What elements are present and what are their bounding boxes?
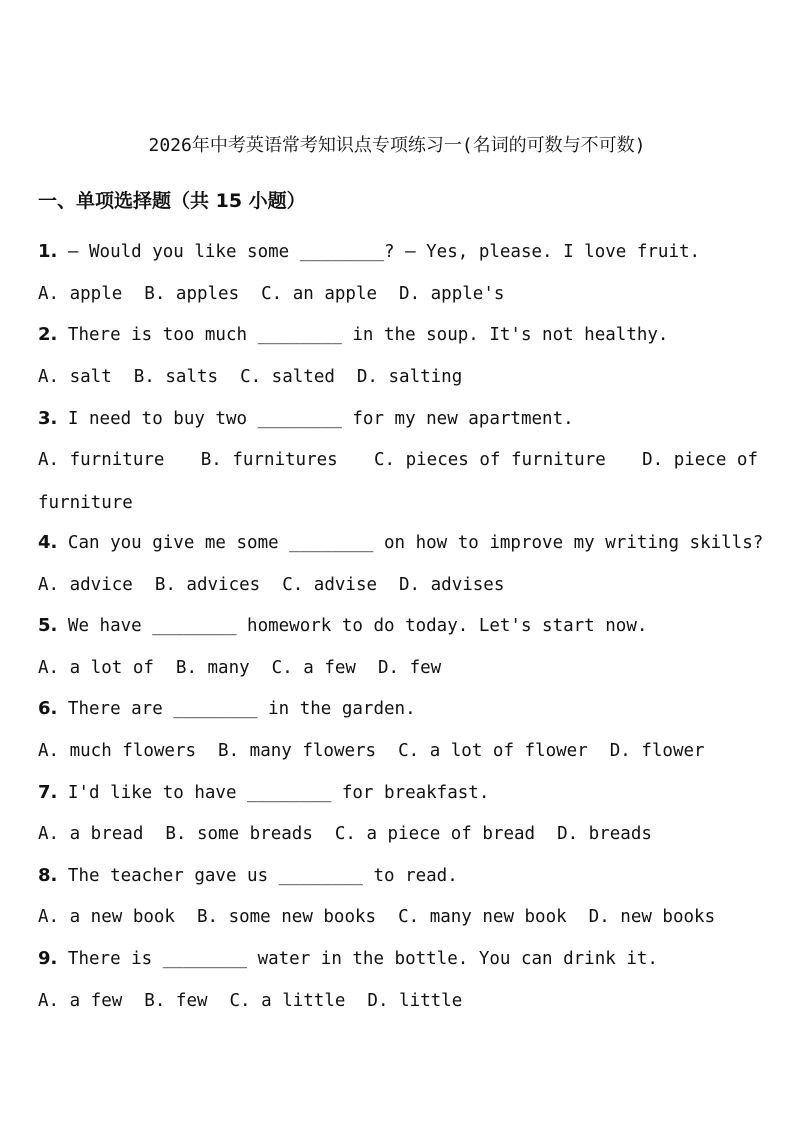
option-d[interactable]: D. few bbox=[377, 658, 442, 678]
question-7-stem bbox=[38, 781, 758, 805]
option-b[interactable]: B. apples bbox=[144, 284, 240, 304]
question-number: 7. bbox=[38, 782, 58, 803]
option-c[interactable]: C. pieces of furniture bbox=[374, 450, 606, 470]
question-text: Can you give me some ________ on how to improve my writing skills? bbox=[67, 533, 764, 553]
option-a[interactable]: A. much flowers bbox=[38, 741, 197, 761]
option-a[interactable]: A. advice bbox=[38, 575, 133, 595]
option-a[interactable]: A. a new book bbox=[38, 907, 175, 927]
question-number: 1. bbox=[38, 241, 58, 262]
option-d[interactable]: D. salting bbox=[356, 367, 463, 387]
question-4-stem bbox=[38, 531, 764, 555]
question-7-options bbox=[38, 822, 758, 846]
question-9-options bbox=[38, 989, 758, 1013]
option-b[interactable]: B. many bbox=[175, 658, 250, 678]
question-number: 8. bbox=[38, 865, 58, 886]
option-b[interactable]: B. furnitures bbox=[200, 450, 338, 470]
option-c[interactable]: C. a few bbox=[271, 658, 356, 678]
question-text: I need to buy two ________ for my new apartment. bbox=[67, 409, 574, 429]
option-a[interactable]: A. a lot of bbox=[38, 658, 154, 678]
option-a[interactable]: A. a few bbox=[38, 991, 123, 1011]
question-8-options bbox=[38, 905, 758, 929]
question-text: The teacher gave us ________ to read. bbox=[67, 866, 458, 886]
option-a[interactable]: A. apple bbox=[38, 284, 123, 304]
question-text: There is ________ water in the bottle. You can drink it. bbox=[67, 949, 658, 969]
question-text: We have ________ homework to do today. Let's start now. bbox=[67, 616, 648, 636]
option-a[interactable]: A. a bread bbox=[38, 824, 144, 844]
option-c[interactable]: C. an apple bbox=[261, 284, 378, 304]
question-3-options-wrap: furniture bbox=[38, 493, 133, 513]
question-text: There is too much ________ in the soup. It's not healthy. bbox=[67, 325, 669, 345]
option-c[interactable]: C. many new book bbox=[398, 907, 567, 927]
question-3-stem bbox=[38, 407, 758, 431]
option-b[interactable]: B. some new books bbox=[196, 907, 377, 927]
question-number: 6. bbox=[38, 698, 58, 719]
question-text: I'd like to have ________ for breakfast. bbox=[67, 783, 490, 803]
option-a[interactable]: A. furniture bbox=[38, 450, 165, 470]
section-heading: 一、单项选择题（共 15 小题） bbox=[38, 190, 306, 212]
option-c[interactable]: C. a piece of bread bbox=[334, 824, 536, 844]
option-d[interactable]: D. apple's bbox=[399, 284, 505, 304]
question-text: — Would you like some ________? — Yes, please. I love fruit. bbox=[67, 242, 701, 262]
question-2-options bbox=[38, 365, 758, 389]
option-d[interactable]: D. new books bbox=[588, 907, 716, 927]
question-1-stem bbox=[38, 240, 758, 264]
question-8-stem bbox=[38, 864, 758, 888]
question-5-options bbox=[38, 656, 758, 680]
option-d[interactable]: D. flower bbox=[609, 741, 705, 761]
question-number: 4. bbox=[38, 532, 58, 553]
question-9-stem bbox=[38, 947, 758, 971]
option-b[interactable]: B. some breads bbox=[165, 824, 313, 844]
option-b[interactable]: B. many flowers bbox=[218, 741, 377, 761]
question-5-stem bbox=[38, 614, 758, 638]
option-d[interactable]: D. advises bbox=[399, 575, 505, 595]
question-number: 5. bbox=[38, 615, 58, 636]
question-6-stem bbox=[38, 697, 758, 721]
option-b[interactable]: B. advices bbox=[154, 575, 261, 595]
question-1-options bbox=[38, 282, 758, 306]
question-4-options bbox=[38, 573, 758, 597]
question-number: 3. bbox=[38, 408, 58, 429]
option-d[interactable]: D. breads bbox=[557, 824, 652, 844]
option-c[interactable]: C. advise bbox=[282, 575, 378, 595]
question-6-options bbox=[38, 739, 758, 763]
page-title: 2026年中考英语常考知识点专项练习一(名词的可数与不可数) bbox=[148, 135, 646, 156]
question-number: 2. bbox=[38, 324, 58, 345]
option-b[interactable]: B. few bbox=[144, 991, 208, 1011]
option-c[interactable]: C. a little bbox=[229, 991, 346, 1011]
option-a[interactable]: A. salt bbox=[38, 367, 112, 387]
question-number: 9. bbox=[38, 948, 58, 969]
option-c[interactable]: C. salted bbox=[240, 367, 335, 387]
option-d[interactable]: D. little bbox=[367, 991, 463, 1011]
option-d[interactable]: D. piece of bbox=[642, 450, 758, 470]
option-b[interactable]: B. salts bbox=[133, 367, 219, 387]
question-text: There are ________ in the garden. bbox=[67, 699, 416, 719]
option-c[interactable]: C. a lot of flower bbox=[398, 741, 588, 761]
question-2-stem bbox=[38, 323, 758, 347]
question-3-options bbox=[38, 448, 758, 472]
